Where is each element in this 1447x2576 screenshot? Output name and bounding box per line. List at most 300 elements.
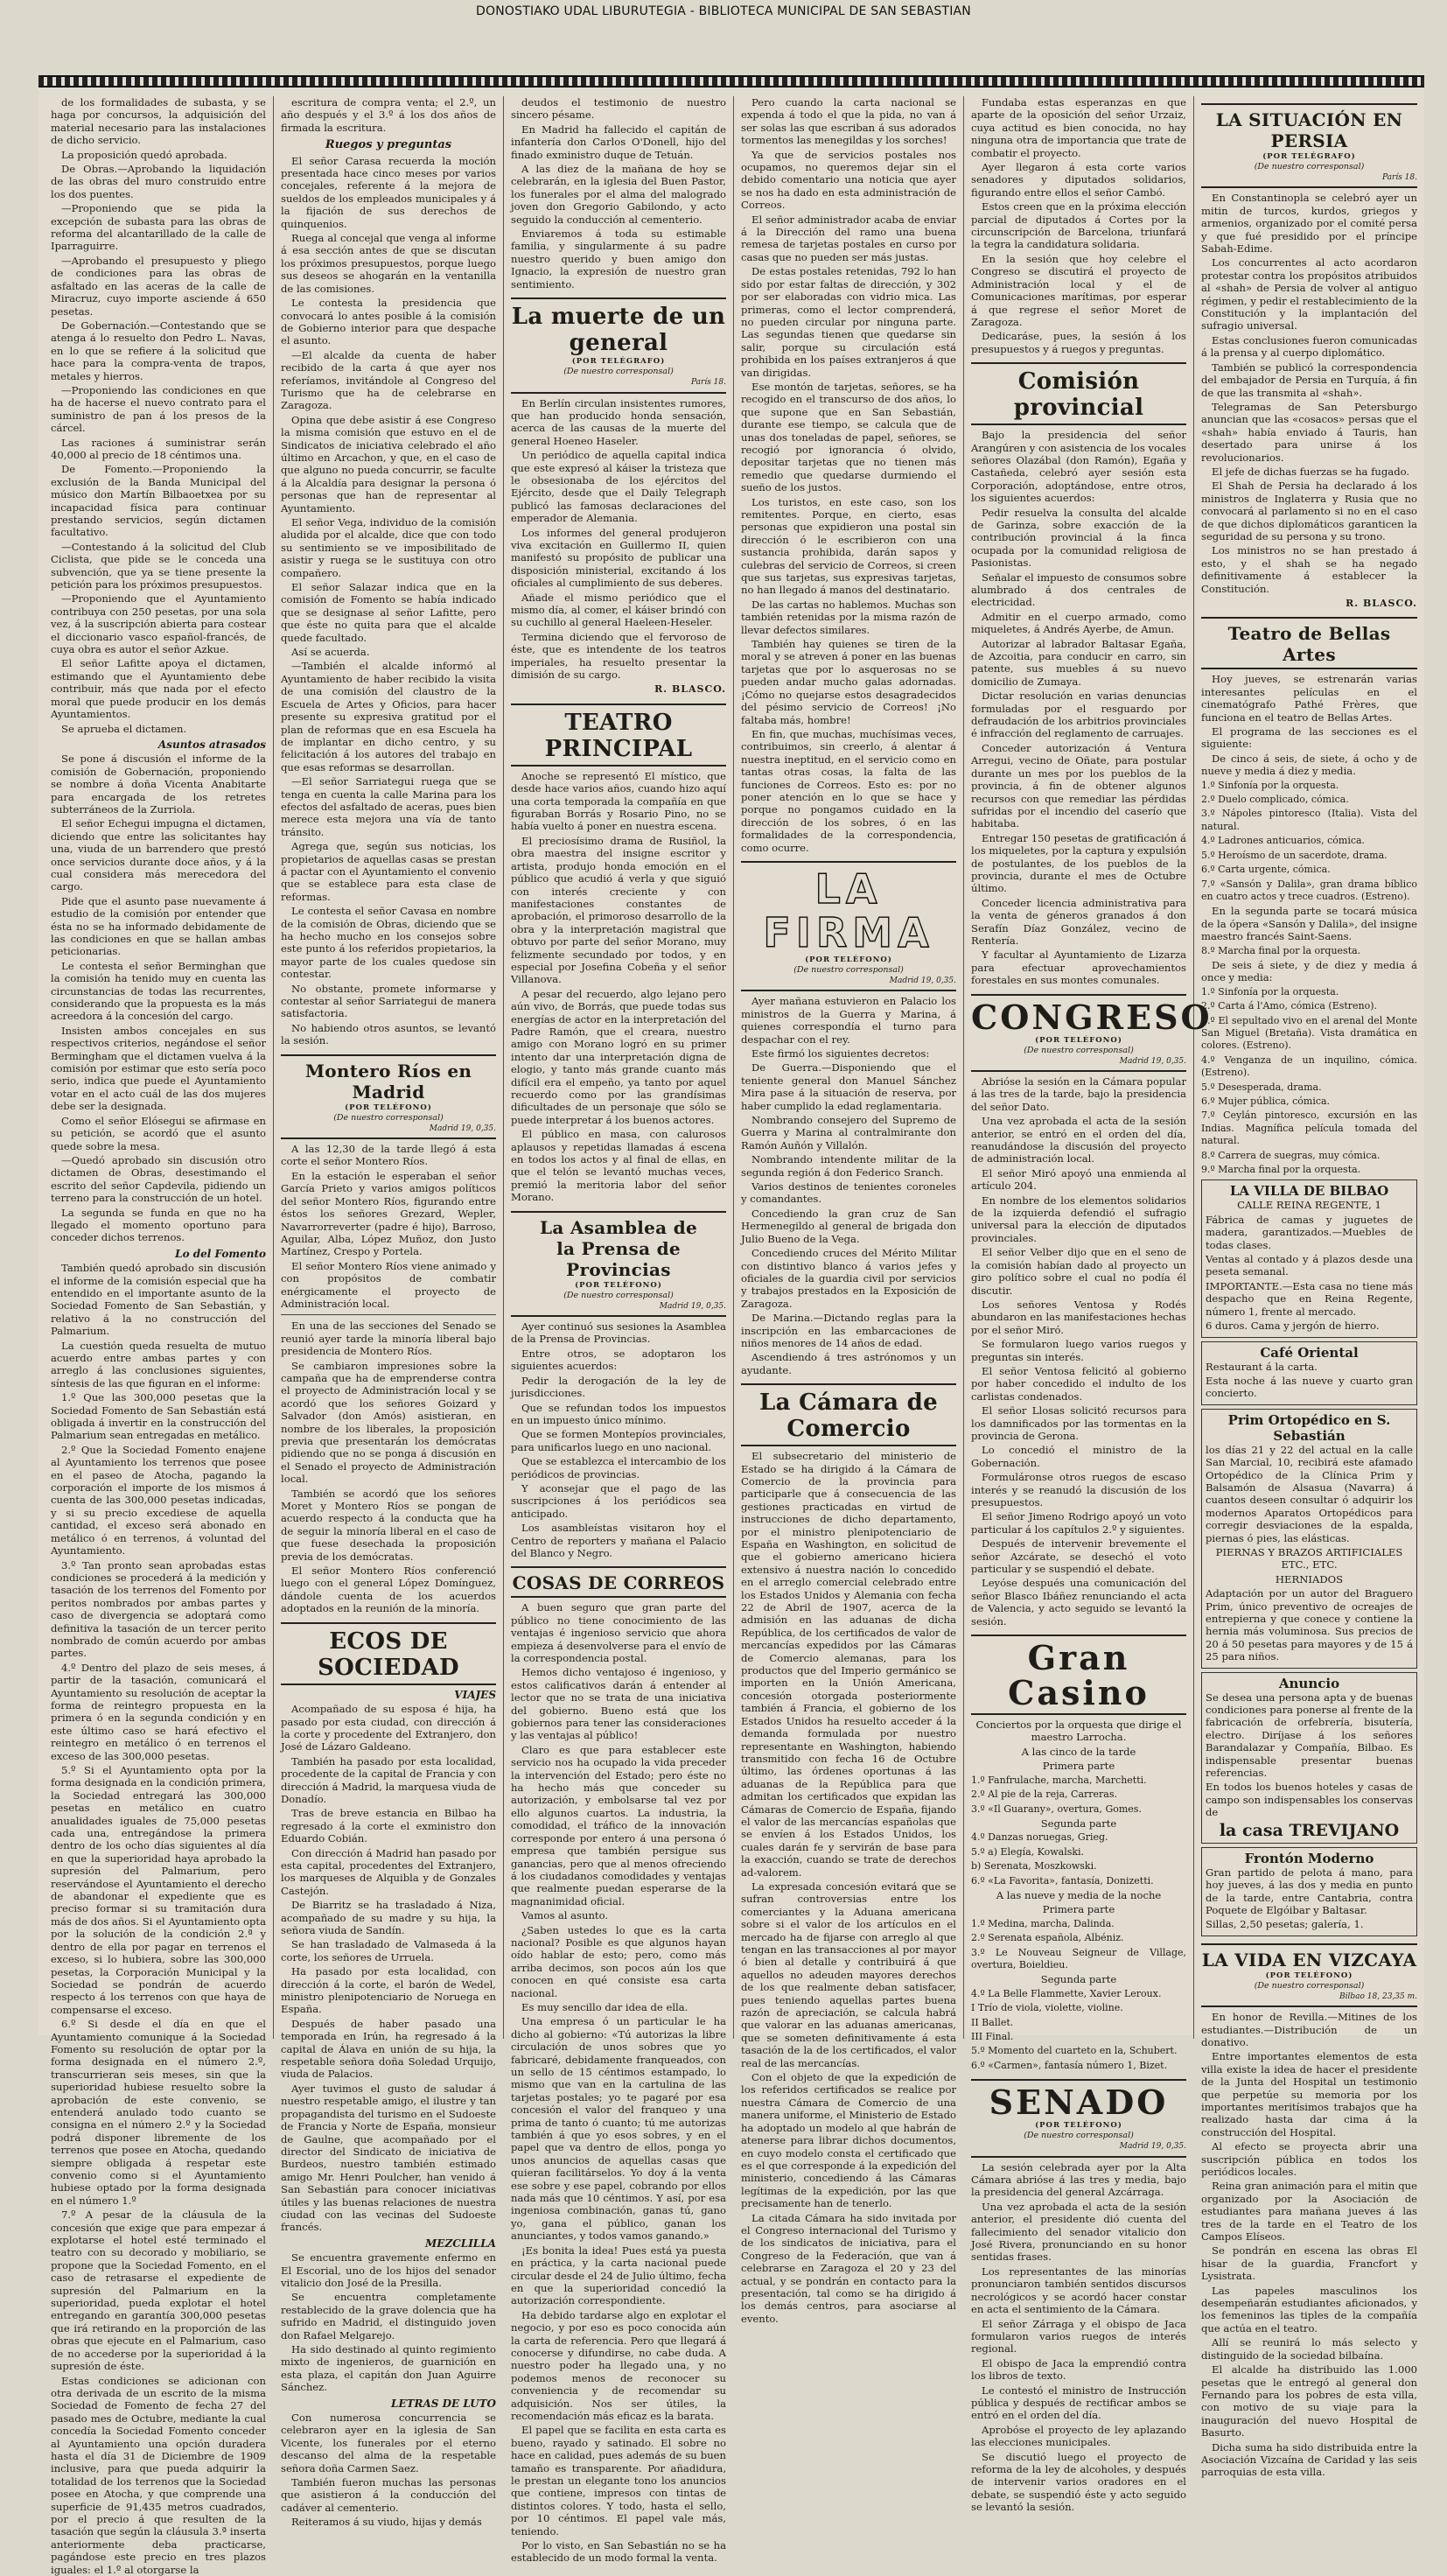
headline-title-line1: La Asamblea de [511, 1217, 726, 1238]
paragraph: Así se acuerda. [281, 646, 496, 658]
program-item: 6.º Mujer pública, cómica. [1201, 1096, 1417, 1108]
ad-text: Ventas al contado y á plazos desde una peseta semanal. [1206, 1253, 1413, 1278]
paragraph: También fueron muchas las personas que asistieron á la conducción del cadáver al cementerio. [281, 2476, 496, 2514]
paragraph: —El señor Sarriategui ruega que se tenga en cuenta la calle Marina para los efectos del asfaltado de aceras, pues bien merece esta mejora una vía de tanto tránsito. [281, 775, 496, 838]
headline-asamblea-prensa [511, 1211, 726, 1317]
paragraph: —También el alcalde informó al Ayuntamiento de haber recibido la visita de una comisión del claustro de la Escuela de Artes y Oficios, para hacer presente su expresiva gratitud por el plan de reformas que en esa Escuela ha de implantar en dicho centro, y su felicitación á los autores del trabajo en que esas reformas se desarrollan. [281, 660, 496, 774]
ad-text: Esta noche á las nueve y cuarto gran concierto. [1206, 1375, 1413, 1400]
program-item: 2.º Serenata española, Albéniz. [971, 1932, 1186, 1944]
ad-villa-de-bilbao [1201, 1180, 1417, 1337]
paragraph: Le contesta el señor Cavasa en nombre de la comisión de Obras, diciendo que se ha hecho mucho en los consejos sobre este punto á los referidos propietarios, la mayor parte de los cuales quedose sin contestar. [281, 905, 496, 980]
paragraph: escritura de compra venta; el 2.º, un año después y el 3.º á los dos años de firmada la escritura. [281, 96, 496, 134]
paragraph: Y aconsejar que el pago de las suscripciones á los periódicos sea anticipado. [511, 1482, 726, 1520]
program-item: 3.º «Il Guarany», overtura, Gomes. [971, 1803, 1186, 1816]
paragraph: —El alcalde da cuenta de haber recibido de la carta á que ayer nos referíamos, invitándole al Congreso del Turismo que ha de celebrarse en Zaragoza. [281, 349, 496, 412]
paragraph: A buen seguro que gran parte del público no tiene conocimiento de las ventajas é ingenioso servicio que ahora empieza á desenvolverse para el envío de la correspondencia postal. [511, 1601, 726, 1664]
paragraph: Dictar resolución en varias denuncias formuladas por el resguardo por defraudación de los arbitrios provinciales é infracción del reglamento de carruajes. [971, 690, 1186, 740]
byline [511, 356, 726, 367]
paragraph: De Obras.—Aprobando la liquidación de las obras del muro construido entre los dos puentes. [51, 163, 266, 200]
program-item: III Final. [971, 2031, 1186, 2043]
paragraph: El señor Velber dijo que en el seno de la comisión habían dado al proyecto un giro político sobre el cual no podía él discutir. [971, 1246, 1186, 1297]
program-item: b) Serenata, Moszkowski. [971, 1860, 1186, 1872]
paragraph: Al efecto se proyecta abrir una suscripción pública en todos los periódicos locales. [1201, 2140, 1417, 2178]
headline-congreso [971, 994, 1186, 1072]
paragraph: 3.º Tan pronto sean aprobadas estas condiciones se procederá á la medición y tasación de los terrenos del Fomento por peritos nombrados por ambas partes y caso de divergencia se adoptará como definitiva la tasación de un tercer perito nombrado de común acuerdo por ambas partes. [51, 1559, 266, 1660]
paragraph: De seis á siete, y de diez y media á once y media: [1201, 959, 1417, 984]
headline-title: Comisión provincial [971, 368, 1186, 421]
paragraph: Nombrando consejero del Supremo de Guerra y Marina al contralmirante don Ramón Auñón y Villalón. [741, 1114, 956, 1152]
paragraph: Hoy jueves, se estrenarán varias interesantes películas en el cinematógrafo Pathé Frères, que funciona en el teatro de Bellas Artes. [1201, 673, 1417, 724]
ad-fronton-moderno [1201, 1847, 1417, 1936]
section-ruegos-y-preguntas: Ruegos y preguntas [281, 139, 496, 151]
paragraph: Admitir en el cuerpo armado, como miqueletes, á Andrés Ayerbe, de Amun. [971, 611, 1186, 636]
program-item: 4.º Danzas noruegas, Grieg. [971, 1831, 1186, 1844]
program-item: 6.º «Carmen», fantasía número 1, Bizet. [971, 2060, 1186, 2072]
paragraph: Estas condiciones se adicionan con otra derivada de un escrito de la misma Sociedad de Fomento de fecha 27 del pasado mes de Octubre, mediante la cual concedía la Sociedad Fomento conceder al Ayuntamiento una opción duradera hasta el día 31 de Diciembre de 1909 inclusive, para que pueda adquirir la totalidad de los terrenos que la Sociedad posee en Atocha, y que comprende una superficie de 91,435 metros cuadrados, por el precio á que resulten de la tasación que según la cláusula 3.ª inserta anteriormente deba practicarse, pagándose este precio en tres plazos iguales: el 1.º al otorgarse la [51, 2375, 266, 2576]
paragraph: De las cartas no hablemos. Muchas son también retenidas por la misma razón de llevar defectos similares. [741, 598, 956, 636]
ad-title: LA VILLA DE BILBAO [1206, 1183, 1413, 1199]
paragraph: Pedir la derogación de la ley de jurisdicciones. [511, 1375, 726, 1400]
paragraph: De Fomento.—Proponiendo la exclusión de la Banda Municipal del músico don Martín Bilbaoetxea por su incapacidad física para continuar prestando servicios, según dictamen facultativo. [51, 463, 266, 538]
paragraph: Concediendo la gran cruz de San Hermenegildo al general de brigada don Julio Bueno de la Vega. [741, 1208, 956, 1245]
paragraph: Los informes del general produjeron viva excitación en Guillermo II, quien manifestó su propósito de publicar una disposición ministerial, excitando á los oficiales al cumplimiento de sus deberes. [511, 527, 726, 590]
divider [281, 1314, 496, 1315]
paragraph: Dicha suma ha sido distribuida entre la Asociación Vizcaína de Caridad y las seis parroquias de esta villa. [1201, 2441, 1417, 2479]
paragraph: 4.º Dentro del plazo de seis meses, á partir de la tasación, comunicará el Ayuntamiento su resolución de aceptar la forma de reintegro propuesta en la primera ó en la segunda condición y en este último caso se hará efectivo el reintegro en metálico ó en terrenos el exceso de las 300,000 pesetas. [51, 1662, 266, 1762]
byline-correspondent: (De nuestro corresponsal) [511, 1291, 726, 1300]
paragraph: Concediendo cruces del Mérito Militar con distintivo blanco á varios jefes y oficiales de la guardia civil por servicios y trabajos prestados en la Exposición de Zaragoza. [741, 1247, 956, 1310]
paragraph: A las 12,30 de la tarde llegó á esta corte el señor Montero Ríos. [281, 1143, 496, 1168]
paragraph: No obstante, promete informarse y contestar al señor Sarriategui de manera satisfactoria. [281, 983, 496, 1020]
paragraph: Ayer tuvimos el gusto de saludar á nuestro respetable amigo, el ilustre y tan propagandista del turismo en el Sudoeste de Francia y Norte de España, monsieur de Gaulne, que acompañado por el director del Sindicato de iniciativa de Burdeos, nuestro también estimado amigo Mr. Henri Poulcher, han venido á San Sebastián para conocer iniciativas útiles y las buenas relaciones de nuestra ciudad con las vecinas del Sudoeste francés. [281, 2082, 496, 2234]
subheading-asuntos-atrasados: Asuntos atrasados [51, 738, 266, 751]
headline-title-line2: la Prensa de Provincias [511, 1238, 726, 1280]
paragraph: También se publicó la correspondencia del embajador de Persia en Turquía, á fin de que las transmita al «shah». [1201, 361, 1417, 399]
paragraph: Se pone á discusión el informe de la comisión de Gobernación, proponiendo se nombre á doña Vicenta Anabitarte para encargada de los retretes subterráneos de la Zurriola. [51, 752, 266, 816]
paragraph: El Shah de Persia ha declarado á los ministros de Inglaterra y Rusia que no convocará al parlamento si no en el caso de que dichos diplomáticos garanticen la seguridad de su persona y su trono. [1201, 480, 1417, 542]
paragraph: El preciosísimo drama de Rusiñol, la obra maestra del insigne escritor y artista, produjo honda emoción en el público que acudió á verla y que siguió con interés creciente y con manifestaciones constantes de aprobación, el primoroso desarrollo de la obra y la interpretación magistral que obtuvo por parte del señor Morano, muy felizmente secundado por todos, y en especial por Josefina Cobeña y el señor Villanova. [511, 835, 726, 986]
paragraph: Los señores Ventosa y Rodés abundaron en las manifestaciones hechas por el señor Miró. [971, 1298, 1186, 1336]
paragraph: En Madrid ha fallecido el capitán de infantería don Carlos O'Donell, hijo del finado exministro duque de Tetuán. [511, 123, 726, 161]
paragraph: 2.º Que la Sociedad Fomento enajene al Ayuntamiento los terrenos que posee en el paseo de Atocha, pagando la corporación el importe de los mismos á cuenta de las 300,000 pesetas indicadas, y si su precio excediese de aquella cantidad, el exceso será abonado en metálico ó en terrenos, á voluntad del Ayuntamiento. [51, 1444, 266, 1558]
paragraph: ¿Saben ustedes lo que es la carta nacional? Posible es que algunos hayan oído hablar de esto; pero, como más arriba decimos, son pocos aún los que conocen en qué consiste esa carta nacional. [511, 1924, 726, 1999]
paragraph: 5.º Si el Ayuntamiento opta por la forma designada en la condición primera, la Sociedad entregará las 300,000 pesetas en metálico en cuatro anualidades iguales de 75,000 pesetas cada una, entregándose la primera dentro de los ocho días siguientes al día en que la superioridad haya aprobado la supresión del Palmarium, pero reservándose el Ayuntamiento el derecho de abandonar el expediente que es preciso formar si su tramitación dura más de dos años. Si el Ayuntamiento opta por la solución de la condición 2.ª y dentro de ella por pagar en terrenos el exceso, si lo hubiera, sobre las 300,000 pesetas, la Corporación Municipal y la Sociedad se pondrán de acuerdo respecto á los terrenos con que haya de compensarse el exceso. [51, 1764, 266, 2016]
program-item: 1.º Fanfrulache, marcha, Marchetti. [971, 1774, 1186, 1787]
paragraph: Ha debido tardarse algo en explotar el negocio, y por eso es poco conocida aún la carta de referencia. Pero que llegará á conocerse y difundirse, no cabe duda. A nuestro poder ha llegado una, y no podemos menos de reconocer su conveniencia y de recomendar su adquisición. Nos ser útiles, la recomendación más eficaz es la barata. [511, 2309, 726, 2423]
paragraph: Con numerosa concurrencia se celebraron ayer en la iglesia de San Vicente, los funerales por el eterno descanso del alma de la respetable señora doña Carmen Saez. [281, 2412, 496, 2474]
program-item: 9.º Marcha final por la orquesta. [1201, 1164, 1417, 1176]
dateline: Madrid 19, 0,35. [971, 2140, 1186, 2152]
column-4 [734, 96, 964, 2039]
paragraph: Autorizar al labrador Baltasar Egaña, de Azcoitia, para conducir en carro, sin patente, sus muebles á su nuevo domicilio de Zumaya. [971, 638, 1186, 689]
paragraph: El señor Montero Ríos conferenció luego con el general López Domínguez, dándole cuenta de los acuerdos adoptados en la reunión de la minoría. [281, 1564, 496, 1615]
paragraph: En Berlín circulan insistentes rumores, que han producido honda sensación, acerca de las causas de la muerte del general Hoeneo Haseler. [511, 397, 726, 448]
paragraph: Que se establezca el intercambio de los periódicos de provincias. [511, 1455, 726, 1480]
paragraph: Señalar el impuesto de consumos sobre alumbrado á dos centrales de electricidad. [971, 571, 1186, 609]
paragraph: Ya que de servicios postales nos ocupamos, no queremos dejar sin el debido comentario una noticia que ayer se nos ha dado en esta administración de Correos. [741, 149, 956, 212]
paragraph: El señor Zárraga y el obispo de Jaca formularon varios ruegos de interés regional. [971, 2318, 1186, 2356]
paragraph: Los turistos, en este caso, son los remitentes. Porque, en cierto, esas personas que expidieron una postal sin dirección ó le escribieron con una sustancia prohibida, darán sapos y culebras del servicio de Correos, si creen que sus tarjetas, sus expresivas tarjetas, no han llegado á manos del destinatario. [741, 496, 956, 597]
program-item: 2.º Duelo complicado, cómica. [1201, 794, 1417, 806]
column-2 [274, 96, 504, 2039]
ad-brand: la casa TREVIJANO [1206, 1821, 1413, 1840]
byline-correspondent: (De nuestro corresponsal) [511, 367, 726, 376]
paragraph: Un periódico de aquella capital indica que este expresó al káiser la tristeza que le obsesionaba de los ejércitos del Ejército, desde que el Daily Telegraph publicó las famosas declaraciones del emperador de Alemania. [511, 449, 726, 524]
paragraph: Conceder licencia administrativa para la venta de géneros granados á don Serafín Díaz González, vecino de Rentería. [971, 897, 1186, 948]
program-item: 5.º Heroísmo de un sacerdote, drama. [1201, 850, 1417, 862]
paragraph: Agrega que, según sus noticias, los propietarios de aquellas casas se prestan á pactar con el Ayuntamiento el convenio que se establece para esta clase de reformas. [281, 840, 496, 903]
paragraph: de los formalidades de subasta, y se haga por concursos, la adquisición del material necesario para las instalaciones de dicho servicio. [51, 96, 266, 147]
program-item: 1.º Sinfonía por la orquesta. [1201, 986, 1417, 998]
headline-title: ECOS DE SOCIEDAD [281, 1628, 496, 1681]
subheading-mezclilla: MEZCLILLA [281, 2237, 496, 2250]
paragraph: Los asambleístas visitaron hoy el Centro de reporters y mañana el Palacio del Blanco y Negro. [511, 1522, 726, 1559]
paragraph: El papel que se facilita en esta carta es bueno, rayado y satinado. El sobre no hace en calidad, pues además de su buen tamaño es transparente. Por añadidura, le prestan un elegante tono los anuncios que contiene, impresos con tintas de distintos colores. Y todo, hasta el sello, por 10 céntimos. El papel vale más, teniendo. [511, 2424, 726, 2538]
dateline: París 18. [1201, 172, 1417, 184]
paragraph: También ha pasado por esta localidad, procedente de la capital de Francia y con dirección á Madrid, la marquesa viuda de Donadío. [281, 1755, 496, 1806]
ad-title: Anuncio [1206, 1676, 1413, 1691]
paragraph: Ruega al concejal que venga al informe á esa sección antes de que se discutan los próximos presupuestos, porque luego sus deseos se ahogarán en la ventanilla de las comisiones. [281, 232, 496, 295]
paragraph: La sesión celebrada ayer por la Alta Cámara abrióse á las tres y media, bajo la presidencia del general Azcárraga. [971, 2161, 1186, 2199]
byline-method: (POR TELÉFONO) [1266, 1971, 1353, 1980]
paragraph: Pide que el asunto pase nuevamente á estudio de la comisión por entender que ésta no se ha informado debidamente de las condiciones en que se hallan ambas peticionarias. [51, 895, 266, 958]
paragraph: Varios destinos de tenientes coroneles y comandantes. [741, 1180, 956, 1206]
paragraph: El señor Montero Ríos viene animado y con propósitos de combatir enérgicamente el proyecto de Administración local. [281, 1260, 496, 1311]
paragraph: El señor Vega, individuo de la comisión aludida por el alcalde, dice que con todo su sentimiento se ve imposibilitado de asistir y ruega se le sustituya con otro compañero. [281, 516, 496, 579]
library-header: DONOSTIAKO UDAL LIBURUTEGIA - BIBLIOTECA MUNICIPAL DE SAN SEBASTIAN [0, 0, 1447, 23]
paragraph: Por lo visto, en San Sebastián no se ha establecido de un modo formal la venta. [511, 2539, 726, 2565]
paragraph: Se pondrán en escena las obras El hisar de la guardia, Francfort y Lysistrata. [1201, 2244, 1417, 2282]
paragraph: El señor Llosas solicitó recursos para los damnificados por las tormentas en la provincia de Gerona. [971, 1404, 1186, 1442]
ad-text: Adaptación por un autor del Braguero Prim, único preventivo de ocreajes de entrepierna y que conece y contiene la hernia más voluminosa. Sus precios de 20 á 50 pesetas para mayores y de 15 á 25 para niños. [1206, 1587, 1413, 1662]
paragraph: —Quedó aprobado sin discusión otro dictamen de Obras, desestimando el escrito del señor Capdevila, pidiendo un terreno para la construcción de un hotel. [51, 1154, 266, 1205]
paragraph: 6.º Si desde el día en que el Ayuntamiento comunique á la Sociedad Fomento su resolución de optar por la forma designada en el número 2.º, transcurrieran seis meses, sin que la superioridad hubiese resuelto sobre la aprobación de este convenio, se entenderá anulado todo cuanto se consigna en el número 2.º y la Sociedad podrá disponer libremente de los terrenos que posee en Atocha, quedando siempre obligada á respetar este convenio como si el Ayuntamiento hubiese optado por la forma designada en el número 1.º [51, 2018, 266, 2207]
headline-title: COSAS DE CORREOS [511, 1572, 726, 1593]
ad-title: Prim Ortopédico en S. Sebastián [1206, 1412, 1413, 1444]
paragraph: Se discutió luego el proyecto de reforma de la ley de alcoholes, y después de intervenir varios oradores en el debate, se suspendió éste y acto seguido se levantó la sesión. [971, 2451, 1186, 2514]
dateline: Madrid 19, 0,35. [741, 975, 956, 987]
paragraph: El alcalde ha distribuido las 1.000 pesetas que le entregó al general don Fernando para los pobres de esta villa, con motivo de su viaje para la inauguración del nuevo Hospital de Basurto. [1201, 2363, 1417, 2439]
byline-method: (POR TELÉFONO) [1035, 2121, 1122, 2130]
paragraph: Nombrando intendente militar de la segunda región á don Federico Sranch. [741, 1153, 956, 1179]
paragraph: —Aprobando el presupuesto y pliego de condiciones para las obras de asfaltado en las aceras de la calle de Miracruz, cuyo importe asciende á 650 pesetas. [51, 255, 266, 318]
paragraph: Opina que debe asistir á ese Congreso la misma comisión que estuvo en el de Sindicatos de iniciativa celebrado el año último en Arcachon, y que, en el caso de que alguno no pueda concurrir, se faculte á la Alcaldía para designar la persona ó personas que han de representar al Ayuntamiento. [281, 414, 496, 514]
paragraph: Dedicaráse, pues, la sesión á los presupuestos y á ruegos y preguntas. [971, 330, 1186, 355]
paragraph: Los ministros no se han prestado á esto, y el shah se ha negado definitivamente á establecer la Constitución. [1201, 544, 1417, 595]
paragraph: De cinco á seis, de siete, á ocho y de nueve y media á diez y media. [1201, 752, 1417, 778]
paragraph: También se acordó que los señores Moret y Montero Ríos se pongan de acuerdo respecto á la conducta que ha de seguir la minoría liberal en el caso de que fuese desechada la proposición previa de los demócratas. [281, 1488, 496, 1563]
program-item: 3.º El sepultado vivo en el arenal del Monte San Miguel (Bretaña). Vista dramática en colores. (Estreno). [1201, 1015, 1417, 1053]
paragraph: 1.º Que las 300,000 pesetas que la Sociedad Fomento de San Sebastián está obligada á invertir en la construcción del Palmarium sean entregadas en metálico. [51, 1391, 266, 1442]
dateline: Madrid 19, 0,35. [511, 1300, 726, 1312]
paragraph: En una de las secciones del Senado se reunió ayer tarde la minoría liberal bajo presidencia de Montero Ríos. [281, 1320, 496, 1357]
paragraph: Conceder autorización á Ventura Arregui, vecino de Oñate, para postular durante un mes por los pueblos de la provincia, á fin de obtener algunos recursos con que remediar las pérdidas sufridas por el incendio del caserío que habitaba. [971, 742, 1186, 830]
paragraph: Pero cuando la carta nacional se expenda á todo el que la pida, no van á ser solas las que escriban á sus adorados tormentos las menegildas y los sorches! [741, 96, 956, 147]
program-item: II Ballet. [971, 2017, 1186, 2029]
program-item: 8.º Marcha final por la orquesta. [1201, 945, 1417, 957]
ad-text: 6 duros. Cama y jergón de hierro. [1206, 1320, 1413, 1332]
paragraph: El público en masa, con calurosos aplausos y repetidas llamadas á escena en todos los actos y al final de ellas, en que el telón se levantó muchas veces, premió la meritoria labor del señor Morano. [511, 1128, 726, 1203]
program-item: 4.º Venganza de un inquilino, cómica. (Estreno). [1201, 1054, 1417, 1080]
paragraph: En la sesión que hoy celebre el Congreso se discutirá el proyecto de Administración local y el de Comunicaciones marítimas, por esperar á que regrese el señor Moret de Zaragoza. [971, 253, 1186, 328]
paragraph: No habiendo otros asuntos, se levantó la sesión. [281, 1022, 496, 1047]
paragraph: Después de haber pasado una temporada en Irún, ha regresado á la capital de Álava en unión de su hija, la respetable señora doña Soledad Urquijo, viuda de Palacios. [281, 2018, 496, 2081]
byline-correspondent: (De nuestro corresponsal) [1201, 1981, 1417, 1991]
headline-muerte-general [511, 298, 726, 393]
headline-ecos-de-sociedad [281, 1622, 496, 1685]
paragraph: La segunda se funda en que no ha llegado el momento oportuno para conceder dichos terrenos. [51, 1207, 266, 1244]
paragraph: Es muy sencillo dar idea de ella. [511, 2001, 726, 2013]
paragraph: Se encuentra gravemente enfermo en El Escorial, uno de los hijos del senador vitalicio don José de la Presilla. [281, 2251, 496, 2289]
paragraph: Hemos dicho ventajoso é ingenioso, y estos calificativos darán á entender al lector que no se trata de una iniciativa del gobierno. Bueno está que los gobiernos para tener las consideraciones y las ventajas al público! [511, 1666, 726, 1741]
paragraph: Fundaba estas esperanzas en que aparte de la oposición del señor Urzaiz, cuya actitud es bien conocida, no hay ninguna otra de importancia que trate de combatir el proyecto. [971, 96, 1186, 159]
paragraph: Entre importantes elementos de esta villa existe la idea de hacer el presidente de la Junta del Hospital un testimonio que perpetúe su memoria por los importantes meritísimos trabajos que ha realizado hasta dar cima á la construcción del Hospital. [1201, 2050, 1417, 2138]
ad-text: HERNIADOS [1206, 1573, 1413, 1586]
headline-teatro-bellas-artes [1201, 617, 1417, 669]
paragraph: Las papeles masculinos los desempeñarán estudiantes aficionados, y los femeninos las tiples de la compañía que actúa en el teatro. [1201, 2285, 1417, 2335]
paragraph: El programa de las secciones es el siguiente: [1201, 725, 1417, 751]
paragraph: El señor Ventosa felicitó al gobierno por haber concedido el indulto de los carlistas condenados. [971, 1365, 1186, 1403]
subheading-letras-de-luto: LETRAS DE LUTO [281, 2398, 496, 2410]
headline-title: Gran Casino [971, 1641, 1186, 1711]
paragraph: Como el señor Elósegui se afirmase en su petición, se acordó que el asunto quede sobre la mesa. [51, 1115, 266, 1152]
paragraph: Con el objeto de que la expedición de los referidos certificados se realice por nuestra Cámara de Comercio de una manera uniforme, el Ministerio de Estado ha adoptado un modelo al que habrán de atenerse para librar dichos documentos, en cuyo modelo consta el certificado que es el que corresponde á la expedición del ministerio, concediendo á las Cámaras legítimas de la expedición, por las que precisamente han de tenerlo. [741, 2071, 956, 2209]
paragraph: De estas postales retenidas, 792 lo han sido por estar faltas de dirección, y 302 por ser elaboradas con vidrio mica. Las primeras, como el lector comprenderá, no pueden circular por ninguna parte. Las segundas tienen que quedarse sin salir, porque su circulación está prohibida en los países extranjeros á que van dirigidas. [741, 265, 956, 379]
paragraph: Ese montón de tarjetas, señores, se ha recogido en el transcurso de dos años, lo que supone que en San Sebastián, durante ese tiempo, se calcula que de unas dos toneladas de papel, señores, se recogió por ignorancia ó olvido, depositar tarjetas que no tienen más remedio que quedarse durmiendo el sueño de los justos. [741, 381, 956, 494]
paragraph: Le contesta el señor Berminghan que la comisión ha tenido muy en cuenta las circunstancias de todas las recurrentes, considerando que la propuesta es la más acreedora á la concesión del cargo. [51, 960, 266, 1023]
paragraph: La citada Cámara ha sido invitada por el Congreso internacional del Turismo y de los sindicatos de iniciativa, para el Congreso de la Federación, que van á celebrarse en Zaragoza el 20 y 23 del actual, y se pondrán en contacto para la presentación, tal como se ha dirigido á los demás centros, para asociarse al evento. [741, 2212, 956, 2326]
paragraph: Los representantes de las minorías pronunciaron también sentidos discursos necrológicos y se acordó hacer constar en acta el sentimiento de la Cámara. [971, 2265, 1186, 2316]
paragraph: Formuláronse otros ruegos de escaso interés y se reanudó la discusión de los presupuestos. [971, 1471, 1186, 1508]
paragraph: En la segunda parte se tocará música de la ópera «Sansón y Dalila», del insigne maestro francés Saint-Saens. [1201, 905, 1417, 942]
paragraph: Que se formen Montepíos provinciales, para unificarlos luego en uno nacional. [511, 1428, 726, 1453]
byline [971, 2120, 1186, 2131]
ad-title: Café Oriental [1206, 1345, 1413, 1361]
casino-part-label: Segunda parte [971, 1973, 1186, 1985]
headline-title: La muerte de un general [511, 304, 726, 356]
paragraph: Una vez aprobada el acta de la sesión anterior, el presidente dió cuenta del fallecimiento del senador vitalicio don José Rivera, pronunciando en su honor sentidas frases. [971, 2201, 1186, 2264]
byline-method: (POR TELÉFONO) [345, 1103, 432, 1112]
byline-correspondent: (De nuestro corresponsal) [971, 2131, 1186, 2140]
paragraph: El subsecretario del ministerio de Estado se ha dirigido á la Cámara de Comercio de la provincia para participarle que á consecuencia de las gestiones practicadas en virtud de instrucciones de dicho departamento, por el ministro plenipotenciario de España en Washington, en solicitud de que el gobierno americano hiciera extensivo á nuestra nación lo concedido en el arreglo comercial celebrado entre los Estados Unidos y Alemania con fecha 22 de Abril de 1907, acerca de la admisión en las aduanas de dicha República, de los certificados de valor de mercancías expedidos por las Cámaras de Comercio alemanas, para los productos que del Imperio germánico se importen en la Unión Americana, concesión otorgada posteriormente también á Francia, el gobierno de los Estados Unidos ha resuelto acceder á la demanda formulada por nuestro representante en Washington, habiendo transmitido con fecha 16 de Octubre último, las órdenes oportunas á las aduanas de la República para que admitan los certificados que expidan las Cámaras de Comercio de España, fijando el valor de las mercancías españolas que se envíen á los Estados Unidos, los cuales darán fe y servirán de base para la exacción, cuando se trate de derechos ad-valorem. [741, 1450, 956, 1879]
paragraph: Ha sido destinado al quinto regimiento mixto de ingenieros, de guarnición en esta plaza, el capitán don Juan Aguirre Sánchez. [281, 2343, 496, 2394]
column-1 [44, 96, 274, 2039]
paragraph: El señor Echegui impugna el dictamen, diciendo que entre las solicitantes hay una, viuda de un barrendero que prestó once servicios durante doce años, y á la cual considera más merecedora del cargo. [51, 817, 266, 892]
byline-correspondent: (De nuestro corresponsal) [1201, 162, 1417, 172]
ad-cafe-oriental [1201, 1341, 1417, 1405]
paragraph: Pedir resuelva la consulta del alcalde de Garinza, sobre exacción de la contribución provincial á la finca ocupada por la comunidad religiosa de Pasionistas. [971, 507, 1186, 570]
headline-camara-comercio [741, 1383, 956, 1446]
paragraph: A las diez de la mañana de hoy se celebrarán, en la iglesia del Buen Pastor, los funerales por el alma del malogrado joven don Gregorio Gabilondo, y acto seguido la conducción al cementerio. [511, 163, 726, 226]
paragraph: Ayer continuó sus sesiones la Asamblea de la Prensa de Provincias. [511, 1320, 726, 1346]
paragraph: Acompañado de su esposa é hija, ha pasado por esta ciudad, con dirección á la corte y procedente del Extranjero, don José de Lázaro Galdeano. [281, 1703, 496, 1754]
byline [281, 1102, 496, 1113]
ad-text: Restaurant á la carta. [1206, 1361, 1413, 1373]
headline-title: La Cámara de Comercio [741, 1390, 956, 1442]
headline-gran-casino [971, 1634, 1186, 1715]
paragraph: Allí se reunirá lo más selecto y distinguido de la sociedad bilbaína. [1201, 2336, 1417, 2362]
headline-senado [971, 2079, 1186, 2157]
paragraph: Lo concedió el ministro de la Gobernación. [971, 1444, 1186, 1469]
paragraph: —Proponiendo las condiciones en que ha de hacerse el nuevo contrato para el suministro de pan á los presos de la cárcel. [51, 384, 266, 435]
paragraph: De Guerra.—Disponiendo que el teniente general don Manuel Sánchez Mira pase á la situación de reserva, por haber cumplido la edad reglamentaria. [741, 1061, 956, 1112]
program-item: 3.º Nápoles pintoresco (Italia). Vista del natural. [1201, 808, 1417, 833]
program-item: 8.º Carrera de suegras, muy cómica. [1201, 1150, 1417, 1162]
byline-method: (POR TELÉFONO) [1035, 1036, 1122, 1045]
byline [1201, 151, 1417, 162]
byline-correspondent: (De nuestro corresponsal) [971, 1046, 1186, 1055]
paragraph: También quedó aprobado sin discusión el informe de la comisión especial que ha entendido en el importante asunto de la Sociedad Fomento de San Sebastián, y relativo á la no construcción del Palmarium. [51, 1262, 266, 1337]
paragraph: Estos creen que en la próxima elección parcial de diputados á Cortes por la circunscripción de Barcelona, triunfará la tegra la candidatura solidaria. [971, 200, 1186, 251]
paragraph: En la estación le esperaban el señor García Prieto y varios amigos políticos del señor Montero Ríos, figurando entre éstos los señores Grezard, Wepler, Navarrorreverter (padre é hijo), Barroso, Aguilar, Alba, López Muñoz, don Justo Martínez, Crespo y Portela. [281, 1170, 496, 1258]
headline-title: Montero Ríos en Madrid [281, 1060, 496, 1102]
paragraph: Se han trasladado de Valmaseda á la corte, los señores de Urruela. [281, 1938, 496, 1964]
byline-correspondent: (De nuestro corresponsal) [281, 1113, 496, 1123]
paragraph: Le contestó el ministro de Instrucción pública y después de rectificar ambos se entró en el orden del día. [971, 2384, 1186, 2422]
program-item: 7.º «Sansón y Dalila», gran drama bíblico en cuatro actos y trece cuadros. (Estreno). [1201, 878, 1417, 904]
paragraph: Ayer llegaron á esta corte varios senadores y diputados solidarios, figurando entre ellos el señor Cambó. [971, 161, 1186, 199]
byline [511, 1280, 726, 1291]
program-item: 1.º Medina, marcha, Dalinda. [971, 1918, 1186, 1930]
headline-situacion-persia [1201, 103, 1417, 188]
paragraph: —Proponiendo que el Ayuntamiento contribuya con 250 pesetas, por una sola vez, á la suscripción abierta para costear el diccionario vasco español-francés, de cuya obra es autor el señor Azkue. [51, 592, 266, 655]
ad-text: Fábrica de camas y juguetes de madera, garantizados.—Muebles de todas clases. [1206, 1214, 1413, 1251]
casino-session-evening: A las nueve y media de la noche [971, 1889, 1186, 1901]
paragraph: 7.º A pesar de la cláusula de la concesión que exige que para empezar á explotarse el hotel esté terminado el teatro con su decorado y mobiliario, se propone que la Sociedad Fomento, en el caso de retrasarse el expediente de supresión del Palmarium en la superioridad, pueda explotar el hotel entregando en garantía 300,000 pesetas que irá retirando en la proporción de las obras que ejecute en el Palmarium, caso de no accederse por la superioridad á la supresión de éste. [51, 2208, 266, 2372]
paragraph: Reina gran animación para el mitin que organizado por la Asociación de estudiantes para mañana jueves á las tres de la tarde en el Teatro de los Campos Elíseos. [1201, 2180, 1417, 2243]
paragraph: El señor Lafitte apoya el dictamen, estimando que el Ayuntamiento debe contribuir, más que nada por el efecto moral que puede producir en los demás Ayuntamientos. [51, 657, 266, 720]
paragraph: deudos el testimonio de nuestro sincero pésame. [511, 96, 726, 122]
paragraph: En nombre de los elementos solidarios de la izquierda defendió el sufragio universal para la elección de diputados provinciales. [971, 1194, 1186, 1245]
paragraph: Este firmó los siguientes decretos: [741, 1047, 956, 1060]
paragraph: La expresada concesión evitará que se sufran controversias entre los comerciantes y la Aduana americana sobre si el valor de los artículos en el mercado ha de fijarse con arreglo al que tengan en las transacciones al por mayor ó bien al detalle y contribuirá á que aquellos no adeuden mayores derechos de los que realmente deban satisfacer, pues teniendo aquellas partes buena razón de apreciación, se calcula habrá que valorar en las aduanas americanas, que se someten definitivamente á esta tasación de la de los certificados, el valor real de las mercancías. [741, 1880, 956, 2069]
paragraph: En honor de Revilla.—Mitines de los estudiantes.—Distribución de un donativo. [1201, 2011, 1417, 2048]
paragraph: —Proponiendo que se pida la excepción de subasta para las obras de reforma del alcantarillado de la calle de Iparraguirre. [51, 202, 266, 253]
program-item: 5.º Desesperada, drama. [1201, 1082, 1417, 1094]
paragraph: Ascendiendo á tres astrónomos y un ayudante. [741, 1351, 956, 1376]
subheading-lo-del-fomento: Lo del Fomento [51, 1248, 266, 1260]
program-item: 4.º Ladrones anticuarios, cómica. [1201, 835, 1417, 847]
paragraph: Entre otros, se adoptaron los siguientes acuerdos: [511, 1348, 726, 1373]
byline-method: (POR TELÉGRAFO) [572, 357, 665, 366]
paragraph: Con dirección á Madrid han pasado por esta capital, procedentes del Extranjero, los marqueses de Alquibla y de Gonzales Castejón. [281, 1847, 496, 1898]
dateline: Madrid 19, 0,35. [971, 1055, 1186, 1068]
headline-title: LA VIDA EN VIZCAYA [1201, 1950, 1417, 1970]
program-item: I Trío de viola, violette, violine. [971, 2002, 1186, 2014]
paragraph: Aprobóse el proyecto de ley aplazando las elecciones municipales. [971, 2424, 1186, 2449]
paragraph: Enviaremos á toda su estimable familia, y singularmente á su padre nuestro querido y buen amigo don Ignacio, la expresión de nuestro gran sentimiento. [511, 228, 726, 290]
ad-text: Gran partido de pelota á mano, para hoy jueves, á las dos y media en punto de la tarde, entre Cantabria, contra Poquete de Elgóibar y Baltasar. [1206, 1866, 1413, 1917]
headline-vida-en-vizcaya [1201, 1943, 1417, 2007]
program-item: 6.º «La Favorita», fantasía, Donizetti. [971, 1875, 1186, 1887]
paragraph: Una empresa ó un particular le ha dicho al gobierno: «Tú autorizas la libre circulación de unos sobres que yo fabricaré, debidamente franqueados, con un sello de 15 céntimos estampado, lo mismo que van en la cartulina de las tarjetas postales; yo te pagaré por esa concesión el valor del franqueo y una prima de tanto ó cuanto; tú me autorizas también á que yo esos sobres, y en el papel que va dentro de ellos, ponga yo unos anuncios de aquellas casas que quieran facilitárselos. Yo doy á la venta ese sobre y ese papel, cobrando por ellos nada más que 10 céntimos. Y así, por esa ingeniosa combinación, ganas tú, gano yo, gana el público, ganan los anunciantes, y todos vamos ganando.» [511, 2015, 726, 2242]
ad-anuncio [1201, 1672, 1417, 1844]
paragraph: Anoche se representó El místico, que desde hace varios años, cuando hizo aquí una corta temporada la compañía en que figuraban Borrás y Rosario Pino, no se había vuelto á poner en nuestra escena. [511, 770, 726, 833]
subheading-viajes: VIAJES [281, 1689, 496, 1701]
paragraph: Se aprueba el dictamen. [51, 723, 266, 735]
paragraph: Los concurrentes al acto acordaron protestar contra los propósitos atribuidos al «shah» de Persia de volver al antiguo régimen, y pedir el restablecimiento de la Constitución y la implantación del sufragio universal. [1201, 256, 1417, 332]
headline-teatro-principal [511, 704, 726, 766]
paragraph: Termina diciendo que el fervoroso de éste, que es intendente de los teatros imperiales, ha resuelto presentar la dimisión de su cargo. [511, 631, 726, 682]
paragraph: La cuestión queda resuelta de mutuo acuerdo entre ambas partes y con arreglo á las conclusiones siguientes, síntesis de las que figuran en el informe: [51, 1340, 266, 1390]
ad-prim-ortopedico [1201, 1409, 1417, 1669]
paragraph: Se encuentra completamente restablecido de la grave dolencia que ha sufrido en Madrid, el distinguido joven don Rafael Melgarejo. [281, 2291, 496, 2342]
paragraph: Después de intervenir brevemente el señor Azcárate, se desechó el voto particular y se suspendió el debate. [971, 1537, 1186, 1575]
paragraph: Vamos al asunto. [511, 1909, 726, 1922]
paragraph: El obispo de Jaca la emprendió contra los libros de texto. [971, 2357, 1186, 2383]
paragraph: Tras de breve estancia en Bilbao ha regresado á la corte el exministro don Eduardo Cobián. [281, 1807, 496, 1844]
byline-method: (POR TELÉFONO) [575, 1281, 662, 1290]
ad-text: Se desea una persona apta y de buenas condiciones para ponerse al frente de la fabricación de orfebrería, bisutería, electro. Diríjase á los señores Barandalazar y Compañía, Bilbao. Es indispensable presentar buenas referencias. [1206, 1691, 1413, 1780]
program-item: 3.º Le Nouveau Seigneur de Village, overtura, Boieldieu. [971, 1947, 1186, 1972]
paragraph: Estas conclusiones fueron comunicadas á la prensa y al cuerpo diplomático. [1201, 334, 1417, 360]
column-6 [1194, 96, 1424, 2039]
paragraph: Añade el mismo periódico que el mismo día, al comer, el káiser brindó con su cuchillo al general Haeleen-Heseler. [511, 592, 726, 629]
ad-text: los días 21 y 22 del actual en la calle San Marcial, 10, recibirá este afamado Ortopédico de la Clínica Prim y Balsamón de Alsasua (Navarra) á cuantos deseen consultar ó adquirir los modernos Aparatos Ortopédicos para corregir desviaciones de la espalda, piernas ó pies, las elásticas. [1206, 1444, 1413, 1544]
headline-title: CONGRESO [971, 1000, 1186, 1035]
byline-method: (POR TELÉFONO) [805, 956, 892, 964]
paragraph: Una vez aprobada el acta de la sesión anterior, se entró en el orden del día, reanudándose la discusión del proyecto de administración local. [971, 1115, 1186, 1166]
ad-text: En todos los buenos hoteles y casas de campo son indispensables los conservas de [1206, 1781, 1413, 1818]
paragraph: El señor Jimeno Rodrigo apoyó un voto particular á los capítulos 2.º y siguientes. [971, 1510, 1186, 1536]
paragraph: Que se refundan todos los impuestos en un impuesto único mínimo. [511, 1402, 726, 1427]
dateline: París 18. [511, 376, 726, 388]
top-ornament-border [38, 75, 1424, 88]
paragraph: Se formularon luego varios ruegos y preguntas sin interés. [971, 1338, 1186, 1363]
program-item: 2.º Al pie de la reja, Carreras. [971, 1788, 1186, 1801]
casino-part-label: Primera parte [971, 1903, 1186, 1915]
byline [1201, 1970, 1417, 1981]
program-item: 6.º Carta urgente, cómica. [1201, 864, 1417, 876]
headline-title: Teatro de Bellas Artes [1201, 623, 1417, 665]
byline-correspondent: (De nuestro corresponsal) [741, 965, 956, 975]
ad-title: Frontón Moderno [1206, 1851, 1413, 1866]
paragraph: El señor Miró apoyó una enmienda al artículo 204. [971, 1167, 1186, 1193]
paragraph: Las raciones á suministrar serán 40,000 al precio de 18 céntimos una. [51, 437, 266, 462]
headline-montero-rios [281, 1054, 496, 1139]
casino-subtitle: Conciertos por la orquesta que dirige el maestro Larrocha. [971, 1718, 1186, 1744]
headline-title: TEATRO PRINCIPAL [511, 710, 726, 762]
paragraph: También hay quienes se tiren de la moral y se atreven á poner en las buenas tarjetas que por lo asquerosas no se pueden andar mucho galas adornadas. ¡Cómo no quejarse estos desagradecidos del pésimo servicio de Correos! ¡No faltaba más, hombre! [741, 638, 956, 726]
paragraph: Insisten ambos concejales en sus respectivos criterios, negándose el señor Bermingham que el dictamen vuelva á la comisión por estimar que esto sería poco serio, indica que puede el Ayuntamiento votar en el acto cuál de las dos mujeres debe ser la designada. [51, 1025, 266, 1113]
paragraph: En Constantinopla se celebró ayer un mitin de turcos, kurdos, griegos y armenios, organizado por el comité persa y que fué presidido por el príncipe Sabah-Edime. [1201, 192, 1417, 255]
paragraph: Ha pasado por esta localidad, con dirección á la corte, el barón de Wedel, ministro plenipotenciario de Noruega en España. [281, 1965, 496, 2016]
headline-title: SENADO [971, 2085, 1186, 2120]
column-3 [504, 96, 734, 2039]
paragraph: Reiteramos á su viudo, hijas y demás [281, 2516, 496, 2528]
program-item: 7.º Ceylán pintoresco, excursión en las Indias. Magnífica película tomada del natural. [1201, 1110, 1417, 1147]
signature: R. BLASCO. [511, 683, 726, 696]
paragraph: A pesar del recuerdo, algo lejano pero aún vivo, de Borrás, que puede todas sus energías de actor en la interpretación del Padre Ramón, que el creara, nuestro amigo con Morano logró en su primer intento dar una interpretación digna de elogio, y tanto más grande cuanto más difícil era el empeño, ya tanto por aquel recuerdo como por las grandísimas dificultades de un personaje que sólo se puede interpretar á los buenos actores. [511, 988, 726, 1126]
paragraph: El jefe de dichas fuerzas se ha fugado. [1201, 466, 1417, 478]
dateline: Madrid 19, 0,35. [281, 1123, 496, 1135]
paragraph: El señor Salazar indica que en la comisión de Fomento se había indicado que se designase al señor Lafitte, pero que éste no quita para que el alcalde quede facultado. [281, 581, 496, 644]
paragraph: En fin, que muchas, muchísimas veces, contribuimos, sin creerlo, á alentar á nuestra ineptitud, en el servicio como en tantas otras cosas, la falta de las funciones de Correos. Esto es: por no poner atención en lo que se hace y porque no pongamos cuidado en la dirección de los sobres, ó en las formalidades de la correspondencia, como ocurre. [741, 728, 956, 854]
program-item: 5.º Momento del cuarteto en la, Schubert. [971, 2045, 1186, 2057]
paragraph: Telegramas de San Petersburgo anuncian que las «cosacos» persas que el «shah» había enviado á Tauris, han desertado para unirse á los revolucionarios. [1201, 401, 1417, 464]
newspaper-columns [44, 96, 1426, 2039]
paragraph: Entregar 150 pesetas de gratificación á los miqueletes, por la captura y expulsión de postulantes, de los pueblos de la provincia, durante el mes de Octubre último. [971, 832, 1186, 895]
casino-part-label: Primera parte [971, 1760, 1186, 1772]
headline-title: LA SITUACIÓN EN PERSIA [1201, 109, 1417, 151]
paragraph: —Contestando á la solicitud del Club Ciclista, que pide se le conceda una subvención, que ya se tiene presente la petición para los próximos presupuestos. [51, 541, 266, 592]
paragraph: Bajo la presidencia del señor Arangúren y con asistencia de los vocales señores Olazábal (don Ramón), Egaña y Castañeda, celebró ayer sesión esta Corporación, adoptándose, entre otros, los siguientes acuerdos: [971, 429, 1186, 504]
ad-text: Sillas, 2,50 pesetas; galería, 1. [1206, 1918, 1413, 1930]
program-item: 4.º La Belle Flammette, Xavier Leroux. [971, 1988, 1186, 2000]
paragraph: Le contesta la presidencia que convocará lo antes posible á la comisión de Gobierno interior para que despache el asunto. [281, 297, 496, 347]
program-item: 5.º a) Elegía, Kowalski. [971, 1846, 1186, 1858]
program-item: 1.º Sinfonía por la orquesta. [1201, 780, 1417, 792]
